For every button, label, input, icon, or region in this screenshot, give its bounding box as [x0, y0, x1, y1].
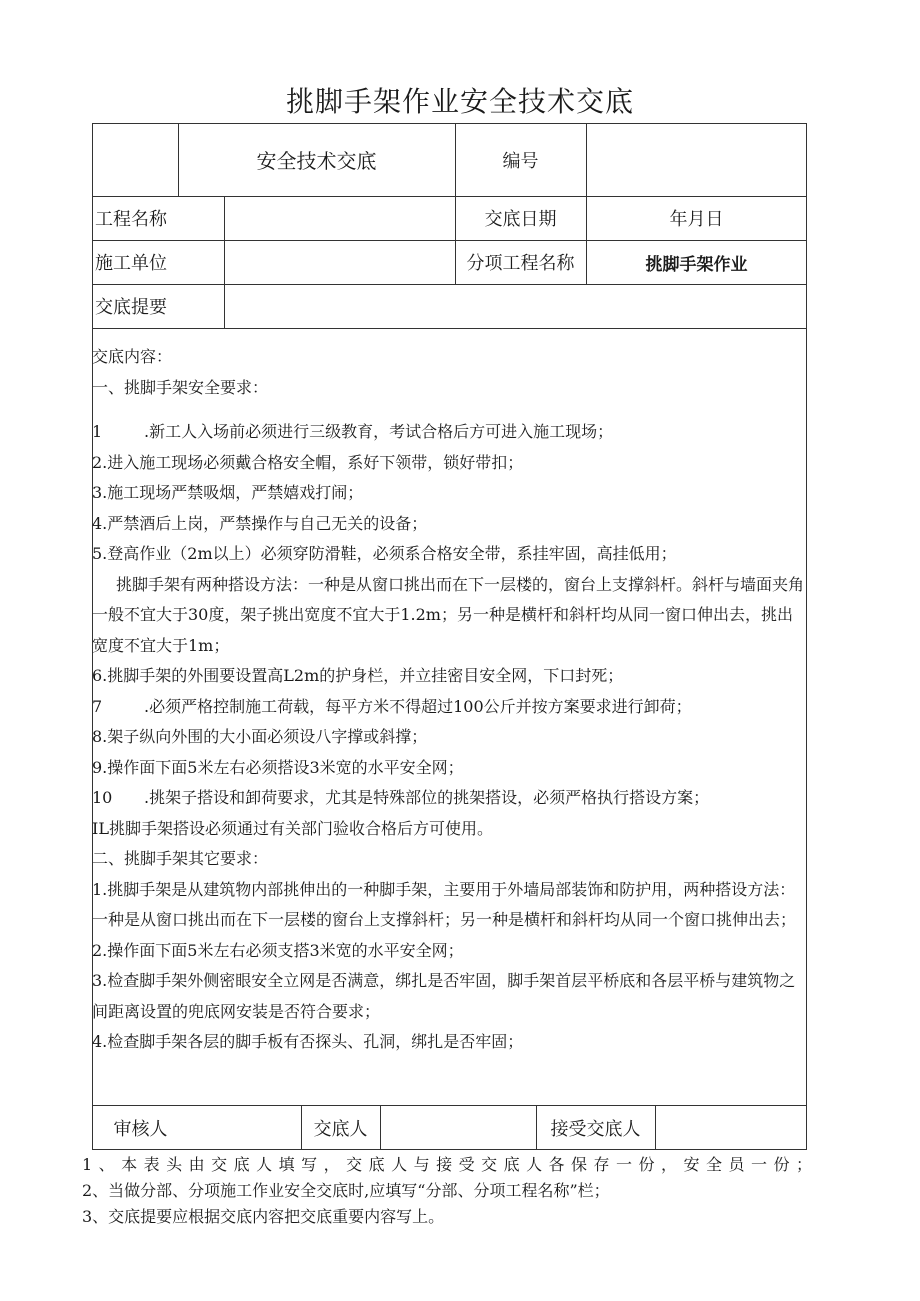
list-item: 4.严禁酒后上岗，严禁操作与自己无关的设备；	[92, 513, 428, 533]
list-item: 8.架子纵向外围的大小面必须设八字撑或斜撑；	[92, 727, 428, 746]
list-item: 2.进入施工现场必须戴合格安全帽，系好下领带，锁好带扣；	[92, 452, 524, 472]
row-divider	[92, 328, 807, 329]
list-item: 6.挑脚手架的外围要设置高L2m的护身栏，并立挂密目安全网，下口封死；	[92, 666, 624, 685]
subproject-label: 分项工程名称	[466, 253, 575, 274]
document-title: 挑脚手架作业安全技术交底	[285, 85, 634, 118]
section-2-title: 二、挑脚手架其它要求：	[92, 849, 269, 868]
number-label: 编号	[502, 150, 539, 172]
item-number: 10	[92, 788, 113, 807]
list-item: 1.挑脚手架是从建筑物内部挑伸出的一种脚手架，主要用于外墙局部装饰和防护用，两种搭设方法：一种是从窗口挑出而在下一层楼的窗台上支撑斜杆；另一种是横杆和斜杆均从同一个窗口挑伸出去；	[92, 879, 797, 929]
list-item: 4.检查脚手架各层的脚手板有否探头、孔洞，绑扎是否牢固；	[92, 1032, 524, 1051]
list-item: 3.施工现场严禁吸烟，严禁嬉戏打闹；	[92, 483, 364, 502]
item-text: .新工人入场前必须进行三级教育，考试合格后方可进入施工现场；	[144, 422, 614, 441]
list-item: 2.操作面下面5米左右必须支搭3米宽的水平安全网；	[92, 940, 464, 960]
list-item: 3.检查脚手架外侧密眼安全立网是否满意，绑扎是否牢固，脚手架首层平桥底和各层平桥与建筑物之间距离设置的兜底网安装是否符合要求；	[92, 971, 796, 1021]
discloser-field[interactable]	[380, 1105, 536, 1150]
date-label: 交底日期	[484, 209, 557, 230]
list-item	[92, 692, 807, 723]
footer-note-2: 2、当做分部、分项施工作业安全交底时,应填写“分部、分项工程名称”栏；	[82, 1181, 610, 1200]
list-item: 9.操作面下面5米左右必须搭设3米宽的水平安全网；	[92, 757, 464, 777]
footer-note-1: 1、本表头由交底人填写，交底人与接受交底人各保存一份，安全员一份；	[82, 1155, 812, 1174]
section-1-title: 一、挑脚手架安全要求：	[92, 377, 269, 397]
reviewer-label: 审核人	[113, 1118, 168, 1140]
list-item: 5.登高作业（2m以上）必须穿防滑鞋，必须系合格安全带，系挂牢固，高挂低用；	[92, 544, 677, 563]
item-number: 7	[92, 696, 103, 716]
item-text: .挑架子搭设和卸荷要求，尤其是特殊部位的挑架搭设，必须严格执行搭设方案；	[144, 788, 710, 807]
unit-label: 施工单位	[95, 253, 167, 274]
content-intro: 交底内容：	[92, 347, 173, 366]
methods-paragraph: 挑脚手架有两种搭设方法：一种是从窗口挑出而在下一层楼的，窗台上支撑斜杆。斜杆与墙面夹角一般不宜大于30度，架子挑出宽度不宜大于1.2m；另一种是横杆和斜杆均从同一窗口伸出去，挑出宽度不宜大于1m；	[92, 574, 805, 655]
item-number: 1	[92, 422, 103, 441]
disclosure-content	[92, 342, 807, 1058]
project-name-field[interactable]	[224, 196, 455, 240]
receiver-label: 接受交底人	[550, 1118, 641, 1140]
item-text: .必须严格控制施工荷载，每平方米不得超过100公斤并按方案要求进行卸荷；	[144, 696, 692, 716]
footer-note-3: 3、交底提要应根据交底内容把交底重要内容写上。	[82, 1207, 445, 1226]
list-item	[92, 417, 807, 448]
receiver-field[interactable]	[655, 1105, 807, 1150]
summary-field[interactable]	[224, 284, 807, 328]
unit-field[interactable]	[224, 240, 455, 284]
list-item: IL挑脚手架搭设必须通过有关部门验收合格后方可使用。	[92, 818, 493, 838]
project-name-label: 工程名称	[95, 209, 167, 230]
subproject-field[interactable]: 挑脚手架作业	[645, 254, 748, 275]
number-field[interactable]	[586, 123, 807, 196]
discloser-label: 交底人	[313, 1118, 368, 1140]
list-item	[92, 783, 807, 814]
date-field[interactable]: 年月日	[669, 209, 724, 230]
form-title-cell: 安全技术交底	[256, 149, 377, 173]
summary-label: 交底提要	[95, 297, 167, 318]
reviewer-field[interactable]	[189, 1105, 301, 1150]
